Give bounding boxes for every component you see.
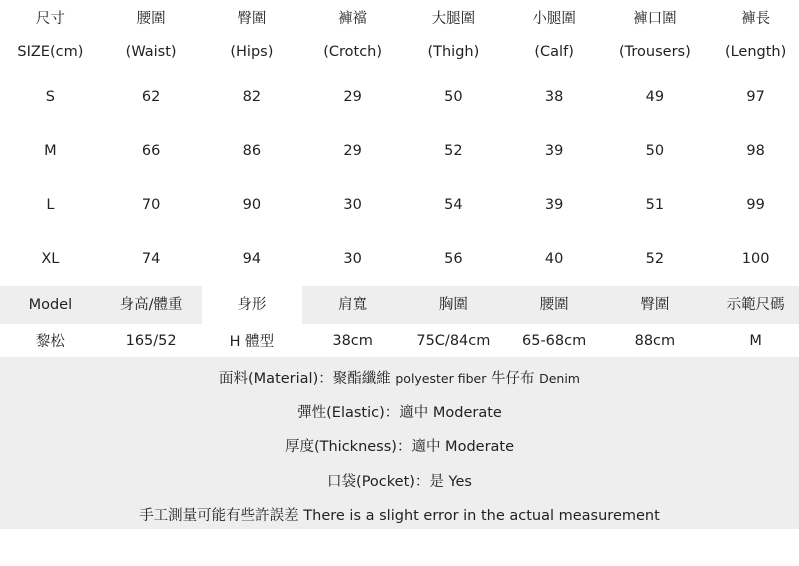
material-denim: Denim <box>539 371 580 386</box>
header-cell: 腰圍 <box>136 11 166 27</box>
elastic-note: 彈性(Elastic)：適中 Moderate <box>297 405 502 421</box>
table-cell: 99 <box>746 197 765 213</box>
table-cell: 75C/84cm <box>416 332 491 349</box>
table-cell: 86 <box>242 143 262 159</box>
table-cell: 100 <box>741 251 770 267</box>
header-cell: SIZE(cm) <box>17 43 84 60</box>
table-cell: 90 <box>242 197 262 213</box>
table-cell: 52 <box>444 143 463 159</box>
header-cell: (Thigh) <box>427 43 480 60</box>
header-cell: (Crotch) <box>323 43 383 60</box>
table-cell: 62 <box>141 89 161 105</box>
table-cell: 30 <box>343 251 362 267</box>
header-cell: 身形 <box>237 297 267 313</box>
table-cell: 50 <box>645 143 665 159</box>
table-cell: 65-68cm <box>522 332 587 349</box>
header-cell: (Waist) <box>125 43 177 60</box>
table-cell: 66 <box>141 143 161 159</box>
header-cell: Model <box>0 286 101 324</box>
header-cell: 尺寸 <box>35 11 65 27</box>
table-cell: 38 <box>544 89 564 105</box>
header-cell: 肩寬 <box>302 286 403 324</box>
table-cell: H 體型 <box>229 334 275 350</box>
header-cell: 示範尺碼 <box>705 286 799 324</box>
table-cell: 29 <box>343 89 362 105</box>
header-cell: 腰圍 <box>504 286 605 324</box>
model-table-header <box>0 286 799 324</box>
header-cell: (Trousers) <box>619 43 691 60</box>
header-cell: 身高/體重 <box>101 286 202 324</box>
table-cell: 40 <box>544 251 564 267</box>
table-cell: 88cm <box>634 332 676 349</box>
table-cell: 98 <box>746 143 765 159</box>
size-table-header-chinese <box>0 0 799 35</box>
measurement-error-note: 手工測量可能有些許誤差 There is a slight error in the actual measurement <box>139 508 660 524</box>
table-cell: 30 <box>343 197 362 213</box>
header-cell: 胸圍 <box>403 286 504 324</box>
table-cell: 94 <box>242 251 262 267</box>
header-cell: 褲長 <box>741 11 771 27</box>
size-label: S <box>45 89 55 105</box>
table-cell: 165/52 <box>125 332 177 349</box>
header-cell: (Length) <box>724 43 787 60</box>
table-cell: 39 <box>544 197 564 213</box>
table-cell: 97 <box>746 89 765 105</box>
size-label: M <box>44 143 57 159</box>
size-row-s <box>0 70 799 124</box>
product-notes <box>0 357 799 529</box>
material-cloth: 牛仔布 <box>486 371 540 387</box>
thickness-note: 厚度(Thickness)：適中 Moderate <box>284 439 515 455</box>
table-cell: M <box>749 332 762 349</box>
table-cell: 70 <box>141 197 161 213</box>
size-label: L <box>46 197 55 213</box>
header-cell: 大腿圍 <box>431 11 476 27</box>
model-table-values <box>0 324 799 357</box>
header-cell: 褲襠 <box>338 11 368 27</box>
header-cell: 褲口圍 <box>633 11 677 27</box>
table-cell: 51 <box>645 197 665 213</box>
table-cell: 74 <box>141 251 161 267</box>
model-name: 黎松 <box>35 334 65 350</box>
table-cell: 38cm <box>332 332 373 349</box>
table-cell: 54 <box>444 197 463 213</box>
size-row-xl <box>0 232 799 286</box>
material-fiber: polyester fiber <box>395 371 487 386</box>
header-cell: 臀圍 <box>605 286 706 324</box>
table-cell: 56 <box>444 251 463 267</box>
size-row-m <box>0 124 799 178</box>
table-cell: 82 <box>242 89 262 105</box>
size-label: XL <box>41 251 60 267</box>
table-cell: 52 <box>645 251 665 267</box>
table-cell: 29 <box>343 143 362 159</box>
material-note <box>0 367 799 388</box>
table-cell: 49 <box>645 89 665 105</box>
material-label: 面料(Material)：聚酯纖維 <box>219 371 396 387</box>
header-cell: (Calf) <box>534 43 574 60</box>
header-cell: 小腿圍 <box>532 11 576 27</box>
size-table-header-english <box>0 35 799 68</box>
header-cell: (Hips) <box>230 43 274 60</box>
table-cell: 50 <box>444 89 463 105</box>
header-cell: 臀圍 <box>237 11 267 27</box>
size-row-l <box>0 178 799 232</box>
table-cell: 39 <box>544 143 564 159</box>
pocket-note: 口袋(Pocket)：是 Yes <box>327 474 472 490</box>
